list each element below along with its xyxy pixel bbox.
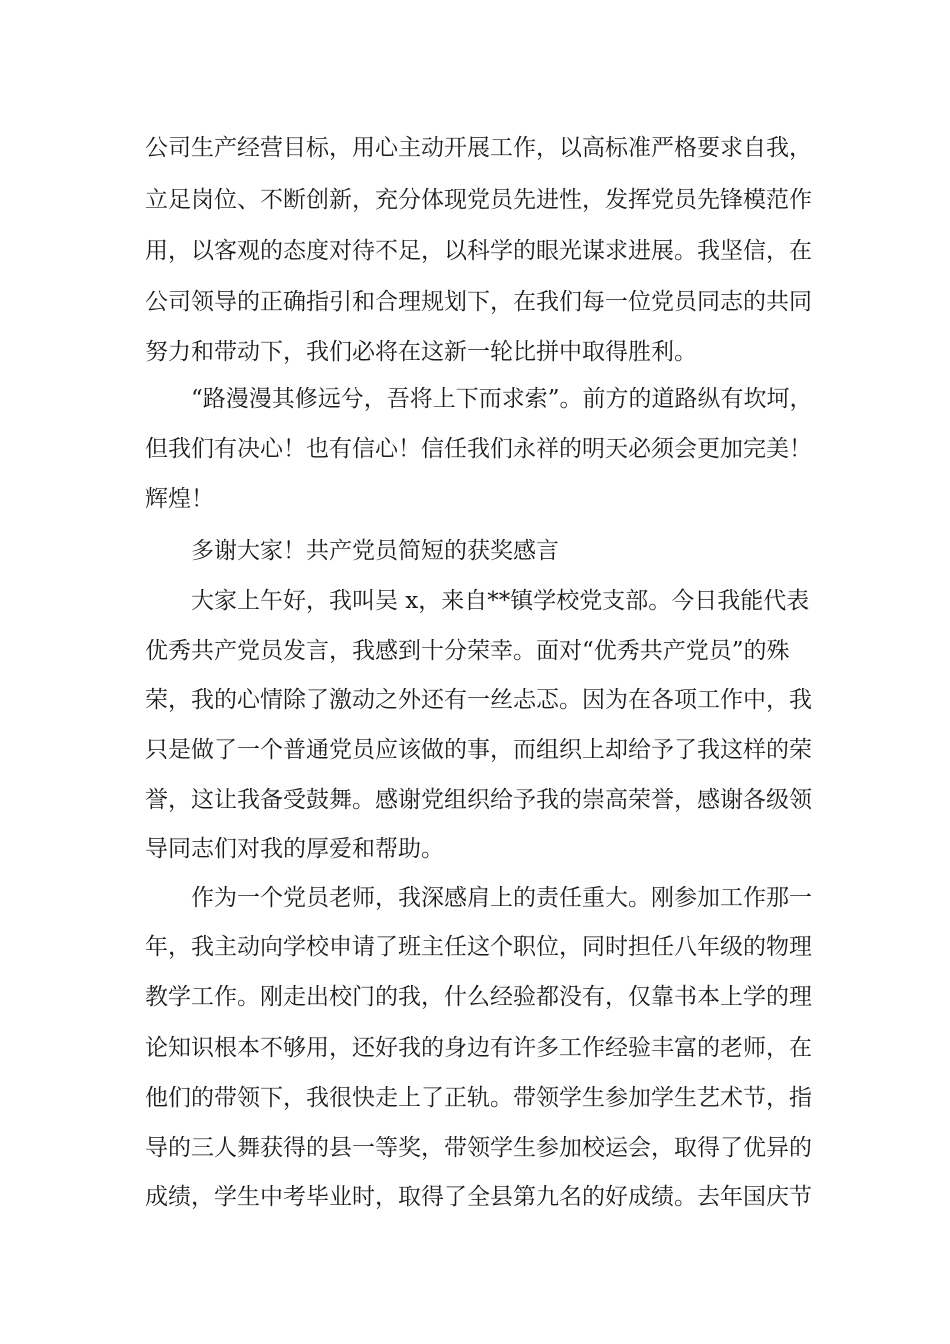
- text-line: 成绩，学生中考毕业时，取得了全县第九名的好成绩。去年国庆节: [145, 1184, 812, 1210]
- text-line: “路漫漫其修远兮，吾将上下而求索”。前方的道路纵有坎坷，: [191, 386, 813, 412]
- text-line: 他们的带领下，我很快走上了正轨。带领学生参加学生艺术节，指: [145, 1085, 812, 1111]
- text-line: 荣，我的心情除了激动之外还有一丝忐忑。因为在各项工作中，我: [145, 687, 812, 713]
- section-heading: 多谢大家！共产党员简短的获奖感言: [191, 538, 559, 564]
- text-line: 辉煌！: [145, 486, 214, 512]
- text-line: 立足岗位、不断创新，充分体现党员先进性，发挥党员先锋模范作: [145, 187, 812, 213]
- text-line: 大家上午好，我叫吴 x，来自**镇学校党支部。今日我能代表: [191, 588, 810, 614]
- text-line: 公司领导的正确指引和合理规划下，在我们每一位党员同志的共同: [145, 289, 812, 315]
- text-line: 但我们有决心！也有信心！信任我们永祥的明天必须会更加完美！: [145, 436, 812, 462]
- text-line: 年，我主动向学校申请了班主任这个职位，同时担任八年级的物理: [145, 934, 812, 960]
- text-line: 导同志们对我的厚爱和帮助。: [145, 836, 444, 862]
- text-line: 誉，这让我备受鼓舞。感谢党组织给予我的崇高荣誉，感谢各级领: [145, 787, 812, 813]
- text-line: 导的三人舞获得的县一等奖，带领学生参加校运会，取得了优异的: [145, 1135, 812, 1161]
- text-line: 优秀共产党员发言，我感到十分荣幸。面对“优秀共产党员”的殊: [145, 638, 790, 664]
- text-line: 作为一个党员老师，我深感肩上的责任重大。刚参加工作那一: [191, 885, 812, 911]
- text-line: 教学工作。刚走出校门的我，什么经验都没有，仅靠书本上学的理: [145, 984, 812, 1010]
- text-line: 只是做了一个普通党员应该做的事，而组织上却给予了我这样的荣: [145, 737, 812, 763]
- text-line: 论知识根本不够用，还好我的身边有许多工作经验丰富的老师，在: [145, 1035, 812, 1061]
- text-line: 用，以客观的态度对待不足，以科学的眼光谋求进展。我坚信，在: [145, 238, 812, 264]
- text-line: 努力和带动下，我们必将在这新一轮比拼中取得胜利。: [145, 339, 697, 365]
- text-line: 公司生产经营目标，用心主动开展工作，以高标准严格要求自我，: [145, 135, 812, 161]
